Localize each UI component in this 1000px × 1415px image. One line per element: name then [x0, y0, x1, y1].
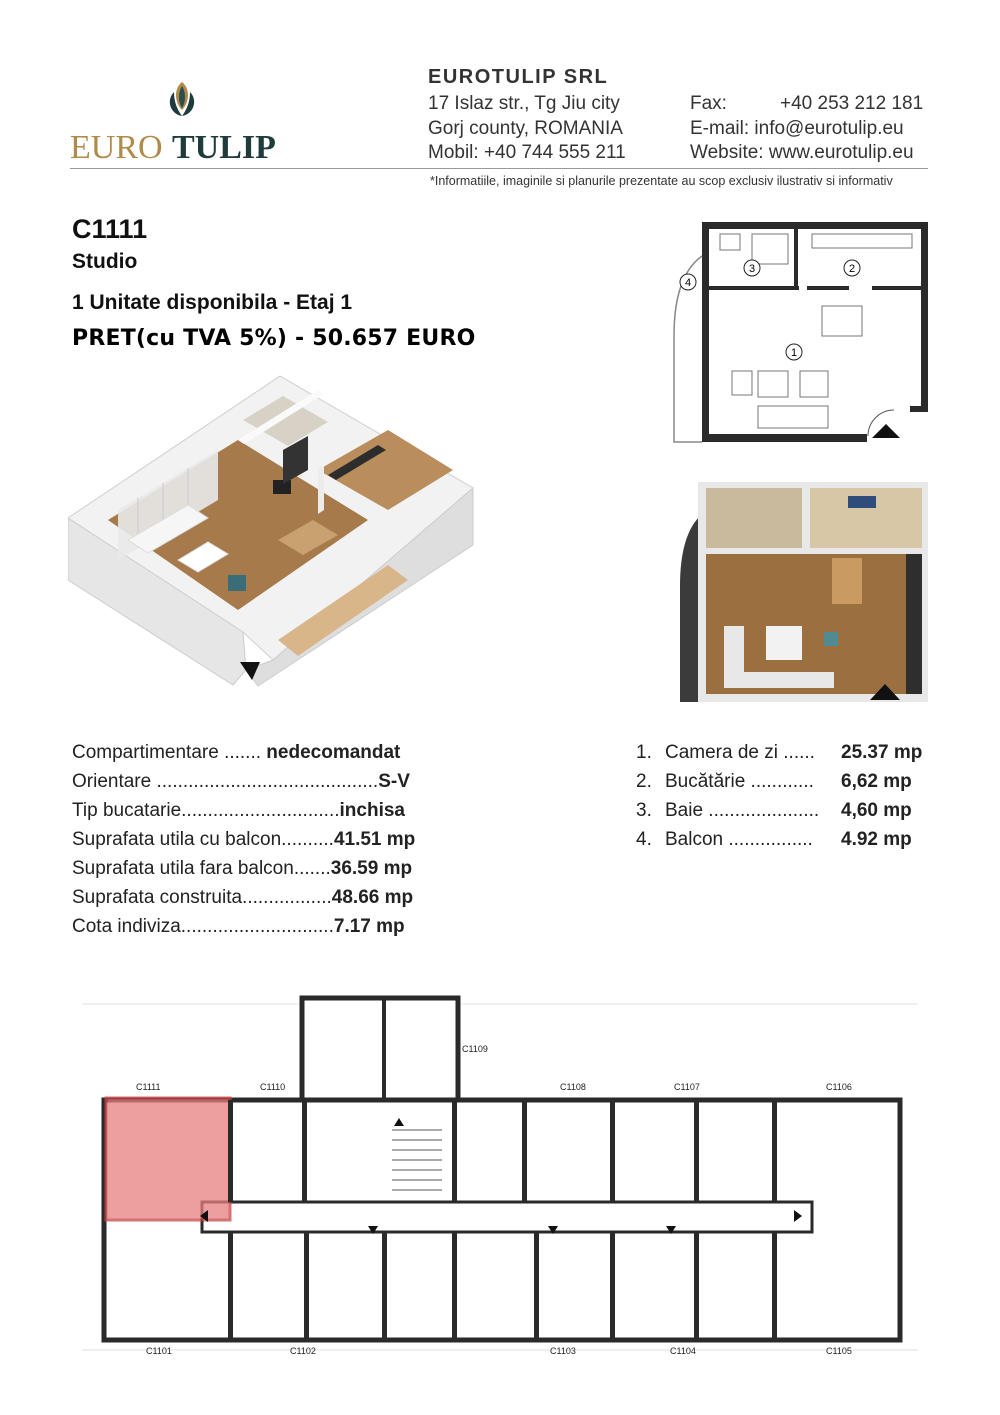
- plan-marker-1: 1: [790, 347, 798, 359]
- topdown-render: [676, 476, 932, 708]
- spec-row: Suprafata utila fara balcon.......36.59 mp: [72, 858, 413, 879]
- email-value[interactable]: info@eurotulip.eu: [754, 117, 904, 139]
- plan-marker-2: 2: [848, 263, 856, 275]
- room-item: 1. Camera de zi ...... 25.37 mp: [636, 742, 923, 763]
- unit-label-c1107: C1107: [674, 1082, 700, 1092]
- eurotulip-logo: [70, 72, 320, 167]
- spec-row: Suprafata utila cu balcon..........41.51 mp: [72, 829, 416, 850]
- unit-label-c1110: C1110: [260, 1082, 286, 1092]
- unit-label-c1111: C1111: [136, 1082, 161, 1092]
- address-line2: Gorj county, ROMANIA: [428, 117, 623, 139]
- spec-row: Suprafata construita.................48.66 mp: [72, 887, 414, 908]
- spec-row: Orientare ..........................................S-V: [72, 771, 410, 792]
- unit-code: C1111: [72, 214, 148, 244]
- website-link[interactable]: www.eurotulip.eu: [768, 142, 914, 163]
- email-label: E-mail:: [690, 117, 750, 139]
- fax-value: +40 253 212 181: [780, 93, 924, 114]
- disclaimer: *Informatiile, imaginile si planurile prezentate au scop exclusiv ilustrativ si informativ: [430, 174, 893, 188]
- contact-block: [428, 92, 923, 166]
- unit-specs: [72, 738, 415, 941]
- unit-label-c1105: C1105: [826, 1346, 852, 1356]
- room-item: 2. Bucătărie ............ 6,62 mp: [636, 771, 912, 792]
- unit-floor-plan: [672, 216, 934, 446]
- company-name: EUROTULIP SRL: [428, 66, 609, 88]
- fax-label: Fax:: [690, 93, 727, 114]
- logo-euro-text: EURO: [70, 129, 163, 166]
- plan-marker-3: 3: [748, 263, 756, 275]
- unit-label-c1106: C1106: [826, 1082, 852, 1092]
- logo-tulip-text: TULIP: [172, 129, 276, 166]
- unit-availability: 1 Unitate disponibila - Etaj 1: [72, 291, 353, 314]
- plan-marker-4: 4: [684, 277, 692, 289]
- unit-price: PRET(cu TVA 5%) - 50.657 EURO: [72, 326, 476, 351]
- room-item: 4. Balcon ................ 4.92 mp: [636, 829, 912, 850]
- address-line1: 17 Islaz str., Tg Jiu city: [428, 93, 620, 114]
- spec-row: Compartimentare ....... nedecomandat: [72, 742, 401, 763]
- unit-label-c1103: C1103: [550, 1346, 576, 1356]
- isometric-render: [68, 370, 478, 690]
- unit-label-c1108: C1108: [560, 1082, 586, 1092]
- header-divider: [70, 168, 928, 169]
- mobile-number: Mobil: +40 744 555 211: [428, 142, 626, 163]
- company-block: [428, 66, 608, 89]
- building-floor-plan: [82, 990, 918, 1370]
- room-item: 3. Baie ..................... 4,60 mp: [636, 800, 912, 821]
- spec-row: Tip bucatarie..............................inchisa: [72, 800, 405, 821]
- spec-row: Cota indiviza.............................7.17 mp: [72, 916, 405, 937]
- unit-label-c1109: C1109: [462, 1044, 488, 1054]
- website-label: Website:: [690, 142, 764, 163]
- unit-label-c1101: C1101: [146, 1346, 172, 1356]
- unit-label-c1104: C1104: [670, 1346, 696, 1356]
- room-list: [636, 738, 936, 854]
- unit-type: Studio: [72, 250, 138, 273]
- highlighted-unit-c1111: [106, 1098, 230, 1220]
- unit-label-c1102: C1102: [290, 1346, 316, 1356]
